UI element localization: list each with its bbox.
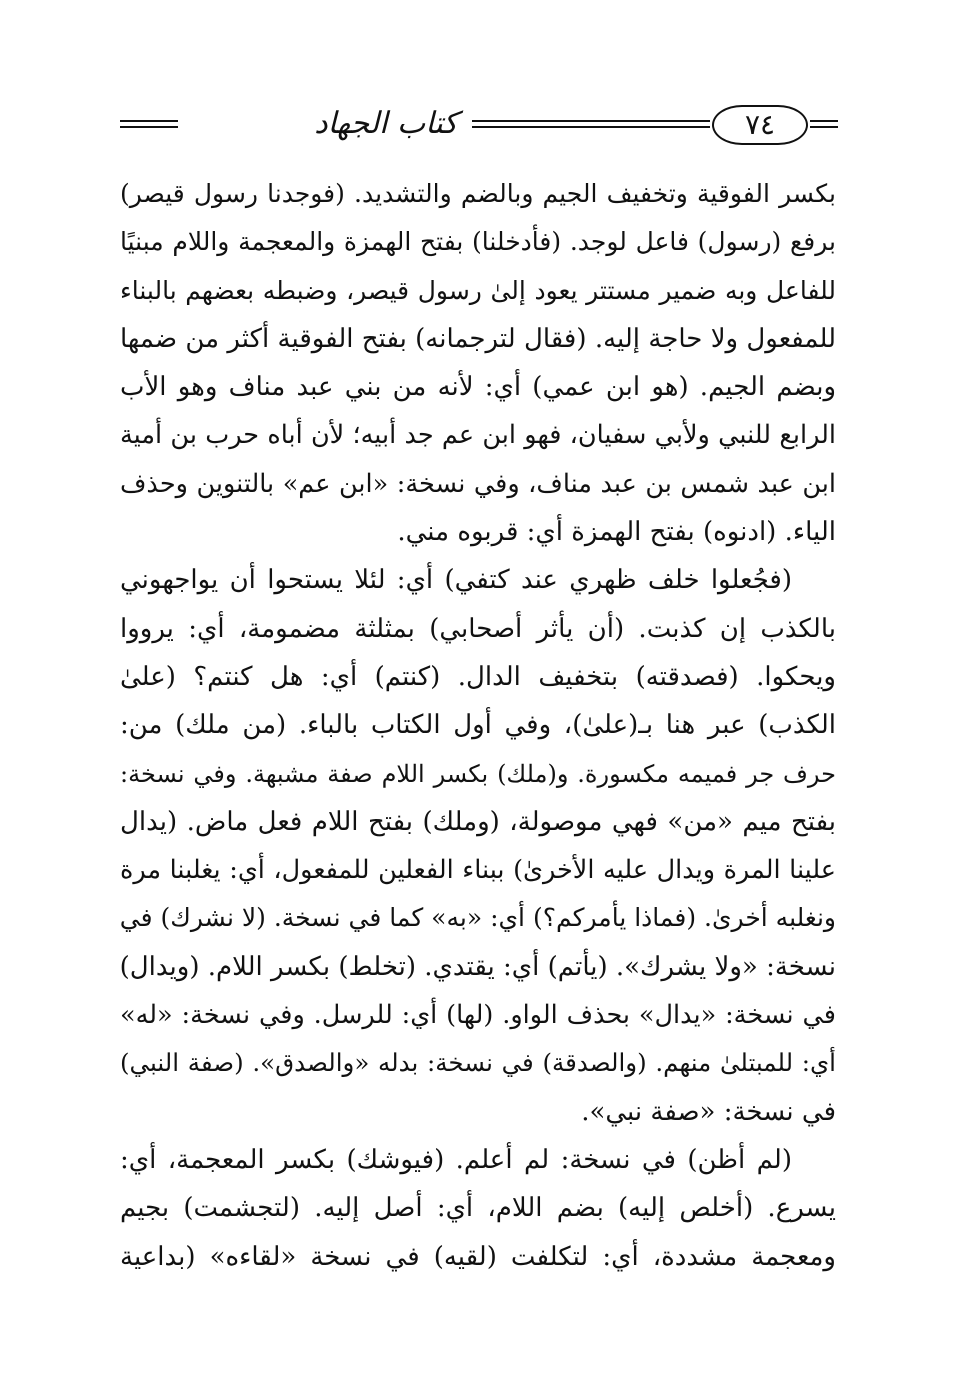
text-line-4: للمفعول ولا حاجة إليه. (فقال لترجمانه) بفتح الفوقية أكثر من ضمها — [120, 323, 836, 354]
text-line-7: ابن عبد شمس بن عبد مناف، وفي نسخة: «ابن عم» بالتنوين وحذف — [120, 468, 836, 499]
text-line-9: (فجُعلوا خلف ظهري عند كتفي) أي: لئلا يستحوا أن يواجهوني — [120, 565, 792, 596]
text-line-22: يسرع. (أخلص إليه) بضم اللام، أي: أصل إليه. (لتجشمت) بجيم — [120, 1193, 836, 1224]
text-line-14: بفتح ميم «من» فهي موصولة، (وملك) بفتح اللام فعل ماض. (يدال — [120, 806, 836, 837]
text-line-18: في نسخة: «يدال» بحذف الواو. (لها) أي: للرسل. وفي نسخة: «له» — [120, 1000, 836, 1031]
text-line-20: في نسخة: «صفة نبي». — [581, 1096, 836, 1127]
page-number-badge: ٧٤ — [712, 105, 808, 145]
page-header — [120, 100, 840, 150]
text-line-1: بكسر الفوقية وتخفيف الجيم وبالضم والتشديد. (فوجدنا رسول قيصر) — [120, 179, 836, 208]
text-line-5: وبضم الجيم. (هو ابن عمي) أي: لأنه من بني عبد مناف وهو الأب — [120, 372, 836, 403]
text-line-3: للفاعل وبه ضمير مستتر يعود إلىٰ رسول قيصر، وضبطه بعضهم بالبناء — [120, 275, 836, 305]
text-line-12: الكذب) عبر هنا بـ(علىٰ)، وفي أول الكتاب بالباء. (من ملك) من: — [120, 710, 836, 741]
header-rule-right — [810, 120, 838, 130]
commentary-text — [120, 170, 836, 1281]
header-title: كتاب الجهاد — [314, 106, 458, 141]
text-line-13: حرف جر فميمه مكسورة. و(ملك) بكسر اللام صفة مشبهة. وفي نسخة: — [120, 759, 836, 788]
header-rule-left — [120, 120, 178, 130]
text-line-16: ونغلبه أخرىٰ. (فماذا يأمركم؟) أي: «به» كما في نسخة. (لا نشرك) في — [120, 903, 836, 933]
text-line-21: (لم أظن) في نسخة: لم أعلم. (فيوشك) بكسر المعجمة، أي: — [120, 1144, 792, 1175]
text-line-23: ومعجمة مشددة، أي: لتكلفت (لقيه) في نسخة «لقاءه» (بداعية — [120, 1241, 836, 1272]
header-rule-middle — [472, 120, 710, 130]
text-line-2: برفع (رسول) فاعل لوجد. (فأدخلنا) بفتح الهمزة والمعجمة واللام مبنيًا — [120, 227, 836, 257]
text-line-17: نسخة: «ولا يشرك». (يأتم) أي: يقتدي. (تخلط) بكسر اللام. (ويدال) — [120, 951, 836, 982]
text-line-19: أي: للمبتلىٰ منهم. (والصدقة) في نسخة: بدله «والصدق». (صفة النبي) — [120, 1048, 836, 1078]
text-line-6: الرابع للنبي ولأبي سفيان، فهو ابن عم جد أبيه؛ لأن أباه حرب بن أمية — [120, 420, 836, 451]
text-line-10: بالكذب إن كذبت. (أن يأثر أصحابي) بمثلثة مضمومة، أي: يرووا — [120, 613, 836, 644]
text-line-11: ويحكوا. (فصدقته) بتخفيف الدال. (كنتم) أي: هل كنتم؟ (علىٰ — [120, 661, 836, 692]
text-line-8: الياء. (ادنوه) بفتح الهمزة أي: قربوه مني. — [397, 517, 836, 548]
text-line-15: علينا المرة ويدال عليه الأخرىٰ) ببناء الفعلين للمفعول، أي: يغلبنا مرة — [120, 855, 836, 886]
